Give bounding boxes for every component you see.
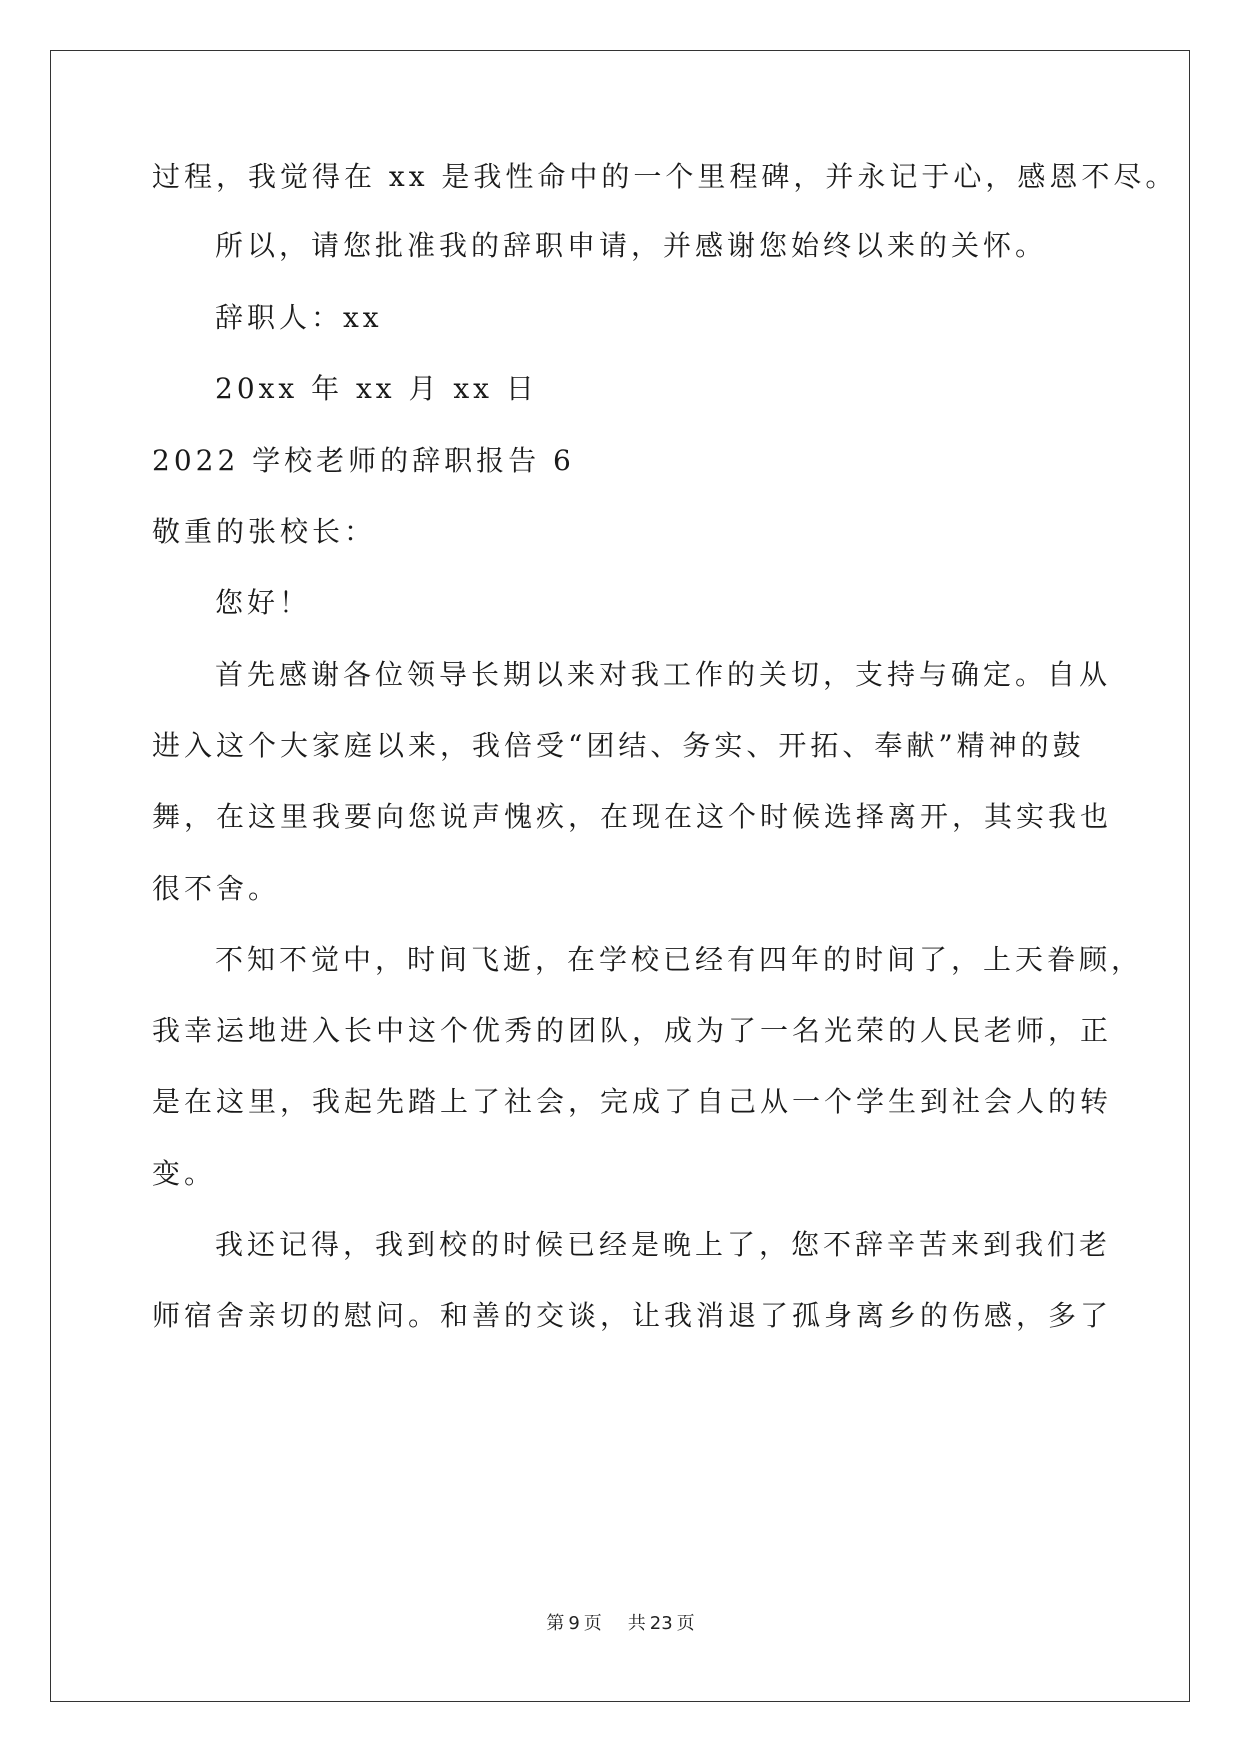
text-line: 所以，请您批准我的辞职申请，并感谢您始终以来的关怀。 [215,229,1048,262]
salutation: 敬重的张校长： [152,515,377,548]
text-line: 舞，在这里我要向您说声愧疚，在现在这个时候选择离开，其实我也 [152,800,1113,833]
text-line: 我幸运地进入长中这个优秀的团队，成为了一名光荣的人民老师，正 [152,1014,1113,1047]
footer-page-number: 9 [568,1613,580,1634]
date-line: 20xx 年 xx 月 xx 日 [215,372,538,405]
text-line: 师宿舍亲切的慰问。和善的交谈，让我消退了孤身离乡的伤感，多了 [152,1299,1113,1332]
page-number-footer [0,1612,1241,1636]
text-line: 变。 [152,1157,217,1190]
signature-line: 辞职人：xx [215,301,383,334]
text-line: 首先感谢各位领导长期以来对我工作的关切，支持与确定。自从 [215,658,1112,691]
footer-total-suffix: 页 [676,1613,695,1634]
text-line: 过程，我觉得在 xx 是我性命中的一个里程碑，并永记于心，感恩不尽。 [152,160,1178,193]
footer-page-suffix: 页 [583,1613,602,1634]
footer-total-pages: 23 [649,1613,673,1634]
text-line: 我还记得，我到校的时候已经是晚上了，您不辞辛苦来到我们老 [215,1228,1112,1261]
footer-prefix: 第 [546,1613,565,1634]
text-line: 是在这里，我起先踏上了社会，完成了自己从一个学生到社会人的转 [152,1085,1113,1118]
text-line: 进入这个大家庭以来，我倍受“团结、务实、开拓、奉献”精神的鼓 [152,729,1085,762]
text-line: 不知不觉中，时间飞逝，在学校已经有四年的时间了，上天眷顾， [215,943,1144,976]
text-line: 很不舍。 [152,872,281,905]
greeting: 您好！ [215,586,312,619]
section-title: 2022 学校老师的辞职报告 6 [152,444,575,477]
footer-total-prefix: 共 [627,1613,646,1634]
